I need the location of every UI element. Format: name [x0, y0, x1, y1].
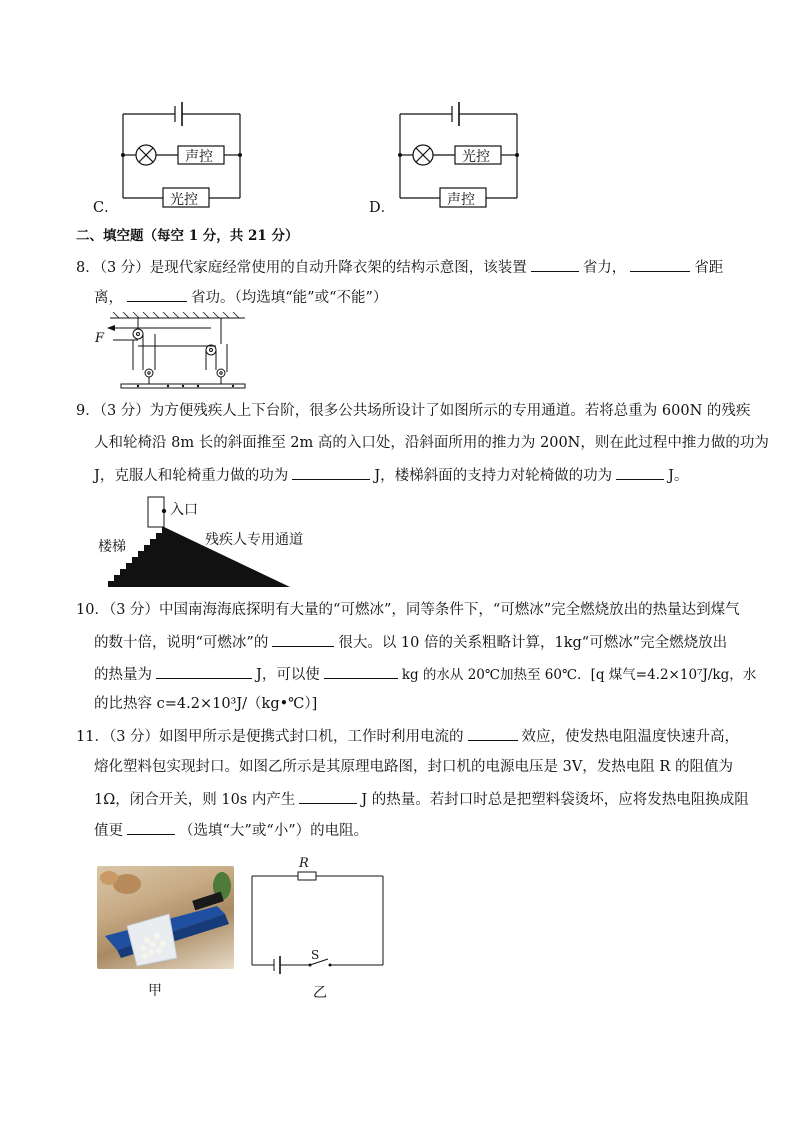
- q11-text-a: 11．（3 分）如图甲所示是便携式封口机，工作时利用电流的: [76, 729, 464, 745]
- q11-blank-3: [127, 820, 175, 835]
- q8-line-1: [76, 257, 723, 278]
- circuit-c-top-box-label: 声控: [185, 149, 213, 165]
- q9-stairs-label: 楼梯: [98, 539, 126, 555]
- q11-line-4: [94, 820, 368, 841]
- q11-line-3: [94, 789, 749, 810]
- fig-switch-label: S: [311, 948, 320, 962]
- sealer-photo: [97, 866, 234, 969]
- q8-text-e: 省功。（均选填“能”或“不能”）: [191, 290, 388, 306]
- q10-line-2: [94, 632, 727, 653]
- q11-text-f: （选填“大”或“小”）的电阻。: [179, 823, 369, 839]
- q9-line-1: 9．（3 分）为方便残疾人上下台阶，很多公共场所设计了如图所示的专用通道。若将总重为 600N 的残疾: [76, 403, 751, 419]
- q11-blank-2: [299, 789, 357, 804]
- q9-blank-2: [292, 465, 370, 480]
- clothes-rack-pulley-diagram: [93, 310, 253, 395]
- circuit-d-bottom-box-label: 声控: [447, 192, 475, 208]
- q10-text-b: 很大。以 10 倍的关系粗略计算，1kg“可燃冰”完全燃烧放出: [338, 635, 728, 651]
- q10-line-4: 的比热容 c=4.2×10³J/（kg•℃）]: [94, 696, 318, 712]
- q11-blank-1: [468, 726, 518, 741]
- q9-text-b: J，楼梯斜面的支持力对轮椅做的功为: [374, 468, 613, 484]
- q9-line-3: [94, 465, 688, 486]
- q9-blank-3: [616, 465, 664, 480]
- q11-text-d: J 的热量。若封口时总是把塑料袋烫坏，应将发热电阻换成阻: [361, 792, 749, 808]
- q10-line-3: [94, 664, 756, 685]
- q9-text-a: J，克服人和轮椅重力做的功为: [94, 468, 289, 484]
- circuit-c-bottom-box-label: 光控: [170, 192, 198, 208]
- q10-blank-1: [272, 632, 334, 647]
- q8-text-c: 省距: [694, 260, 724, 276]
- q8-blank-3: [127, 287, 187, 302]
- q8-text-a: 8．（3 分）是现代家庭经常使用的自动升降衣架的结构示意图，该装置: [76, 260, 527, 276]
- fig-resistor-label: R: [299, 856, 309, 871]
- q9-text-c: J。: [668, 468, 689, 484]
- q8-blank-2: [630, 257, 690, 272]
- q10-text-d: J，可以使: [256, 667, 320, 683]
- q8-text-b: 省力，: [582, 260, 627, 276]
- q10-blank-3: [324, 664, 398, 679]
- section-title: 二、填空题（每空 1 分，共 21 分）: [76, 228, 299, 244]
- q11-line-1: [76, 726, 739, 747]
- q10-text-a: 的数十倍，说明“可燃冰”的: [94, 635, 269, 651]
- option-d-label: D．: [369, 200, 396, 216]
- q11-text-e: 值更: [94, 823, 123, 839]
- q11-text-b: 效应，使发热电阻温度快速升高，: [521, 729, 740, 745]
- q9-ramp-label: 残疾人专用通道: [205, 532, 303, 548]
- q10-line-1: 10．（3 分）中国南海海底探明有大量的“可燃冰”，同等条件下，“可燃冰”完全燃烧放出的热量达到煤气: [76, 602, 740, 618]
- q10-text-c: 的热量为: [94, 667, 152, 683]
- q8-line-2: [94, 287, 387, 308]
- q9-entrance-label: 入口: [170, 502, 198, 518]
- q10-text-e: kg 的水从 20℃加热至 60℃．[q 煤气=4.2×10⁷J/kg，水: [401, 667, 757, 683]
- circuit-d-top-box-label: 光控: [462, 149, 490, 165]
- q11-line-2: 熔化塑料包实现封口。如图乙所示是其原理电路图，封口机的电源电压是 3V，发热电阻 R 的阻值为: [94, 759, 733, 775]
- q8-blank-1: [531, 257, 579, 272]
- fig-yi-label: 乙: [313, 985, 327, 1001]
- q8-force-label: F: [95, 331, 105, 346]
- q8-text-d: 离，: [94, 290, 123, 306]
- q10-blank-2: [156, 664, 252, 679]
- sealer-circuit-diagram: [250, 870, 390, 970]
- q9-line-2: 人和轮椅沿 8m 长的斜面推至 2m 高的入口处，沿斜面所用的推力为 200N，则在此过程中推力做的功为: [94, 435, 769, 451]
- fig-jia-label: 甲: [148, 983, 162, 999]
- option-c-label: C．: [93, 200, 119, 216]
- q11-text-c: 1Ω，闭合开关，则 10s 内产生: [94, 792, 296, 808]
